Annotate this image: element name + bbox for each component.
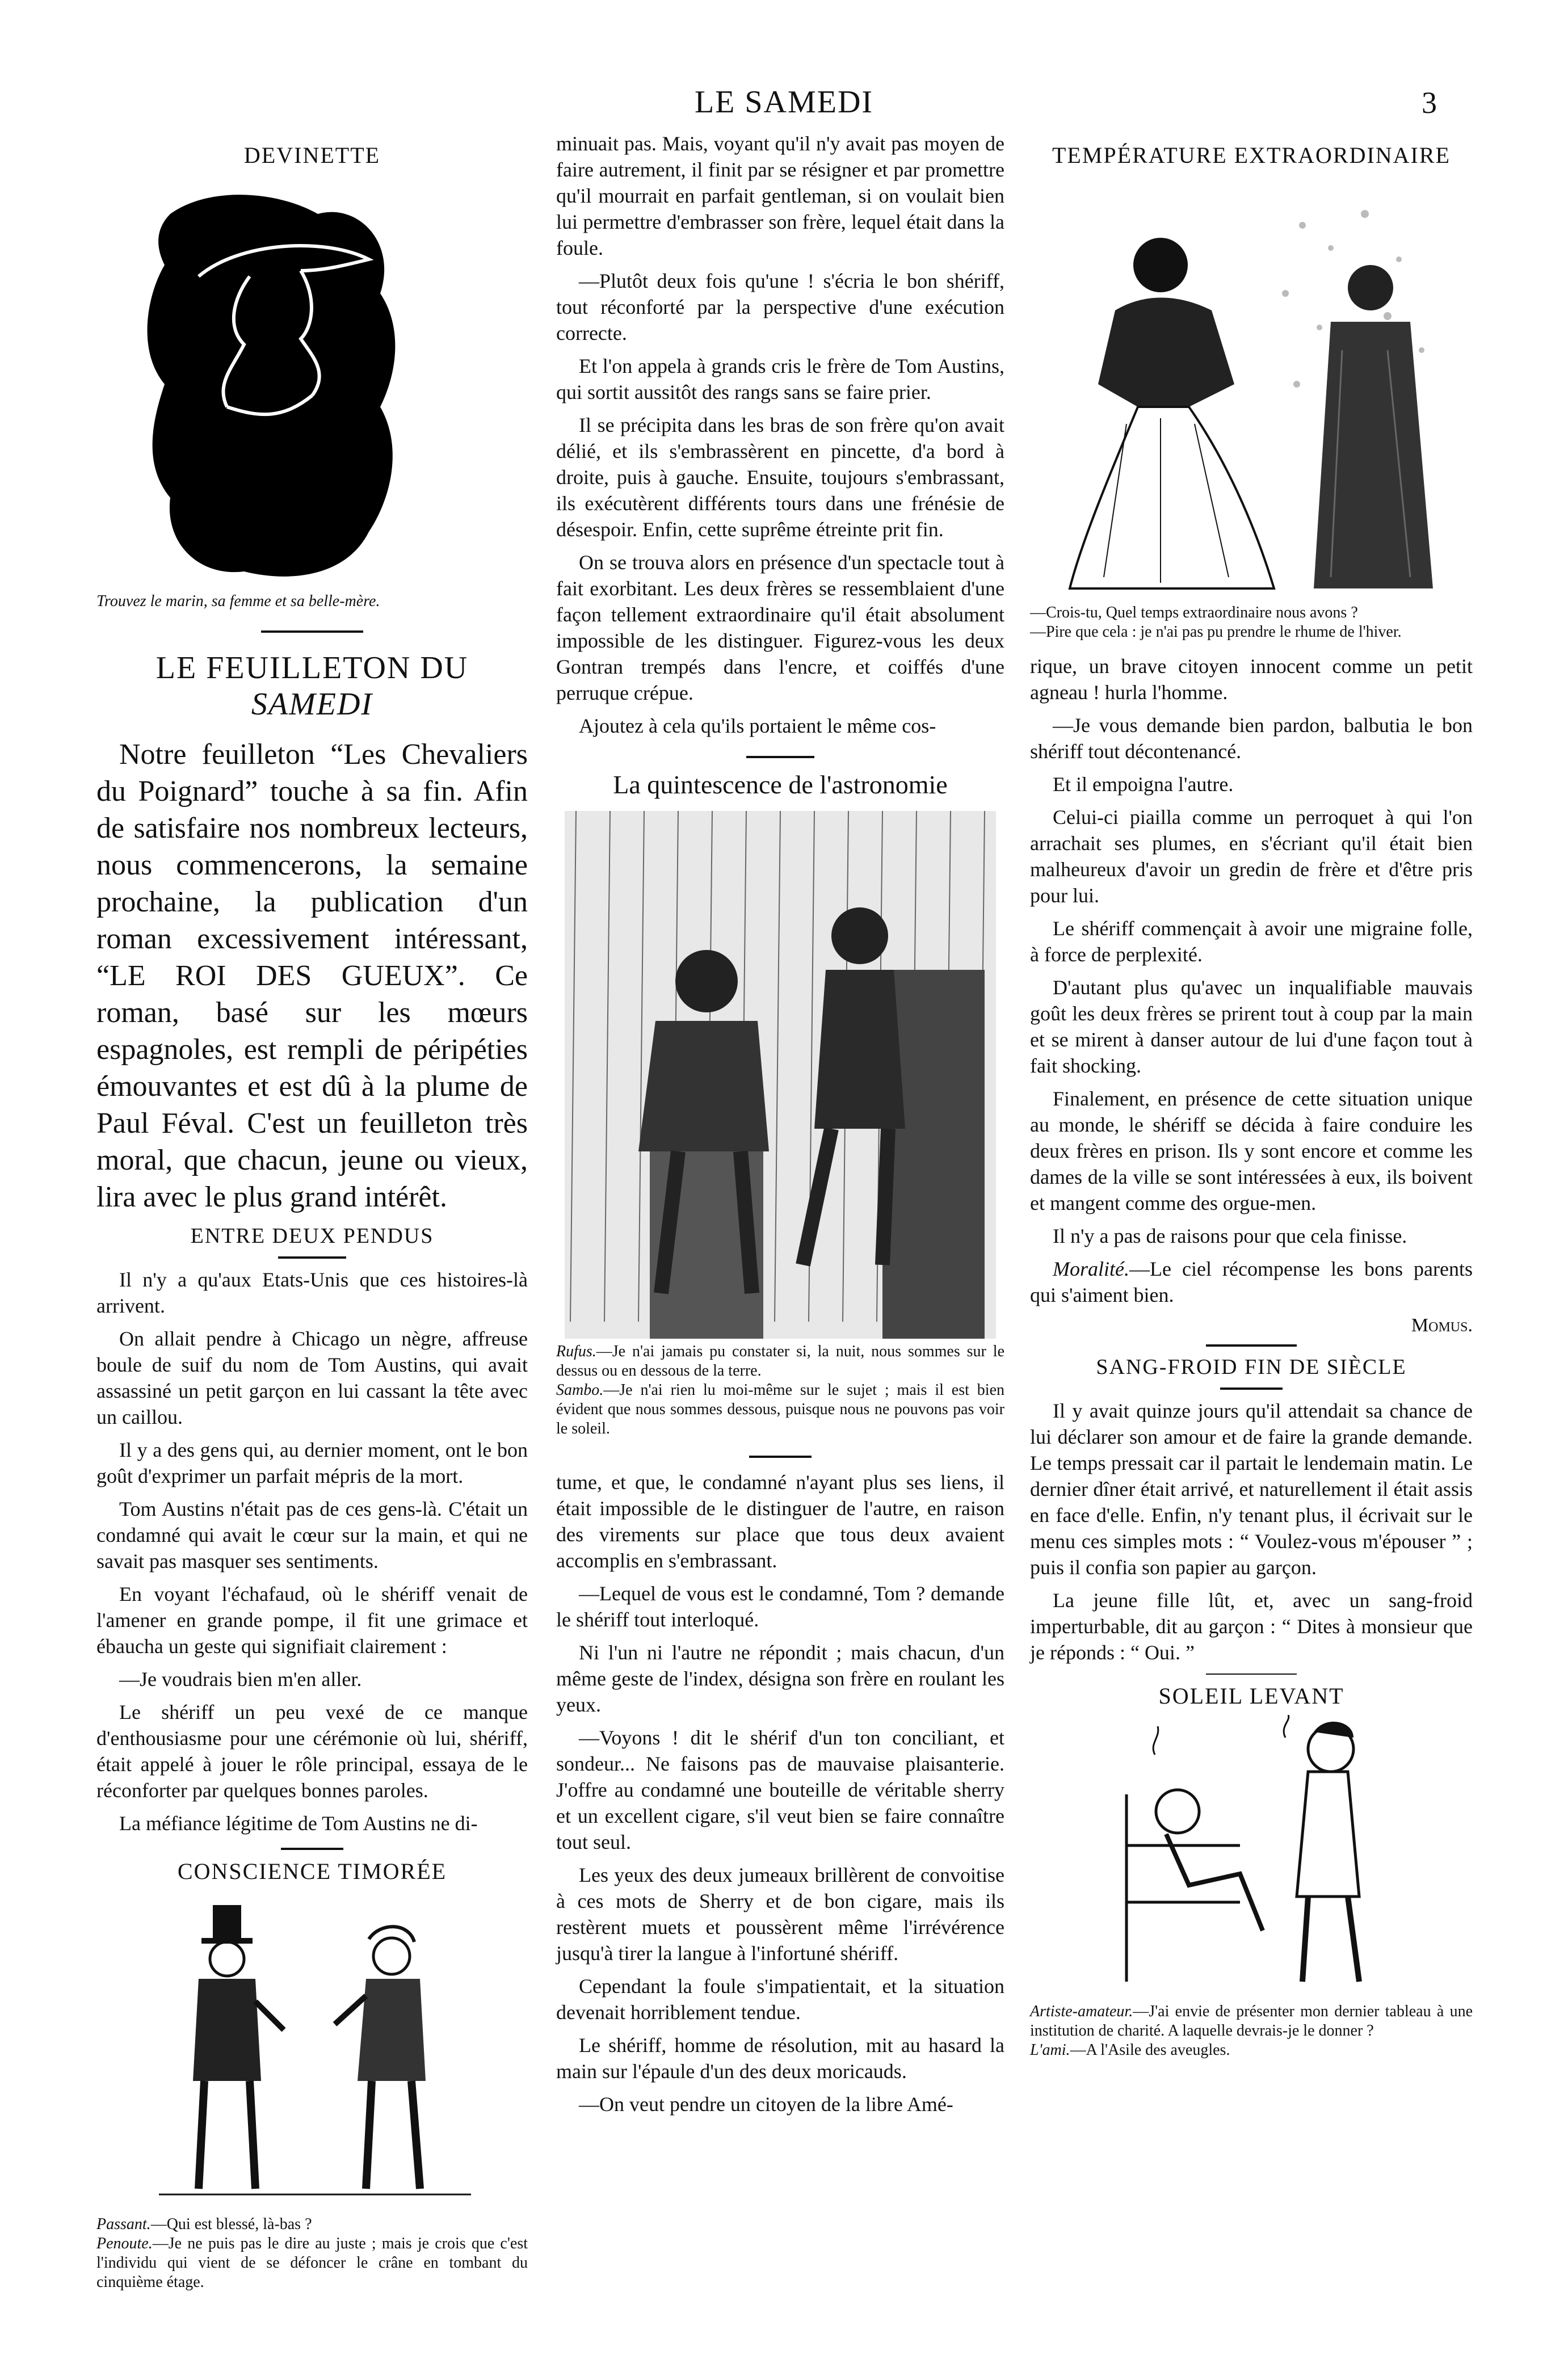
temperature-caption (1030, 603, 1473, 642)
sangfroid-title: SANG-FROID FIN DE SIÈCLE (1096, 1355, 1407, 1379)
caption-text: —Je ne puis pas le dire au juste ; mais je crois que c'est l'individu qui vient de se défoncer le crâne en tombant du cinquième étage. (96, 2235, 528, 2291)
soleil-cartoon-illustration (1092, 1715, 1410, 1999)
devinette-caption: Trouvez le marin, sa femme et sa belle-mère. (96, 592, 380, 610)
article-paragraph: Le shériff, homme de résolution, mit au hasard la main sur l'épaule d'un des deux moricauds. (556, 2034, 1004, 2083)
feuilleton-title-text: LE FEUILLETON DU (155, 650, 469, 686)
article-paragraph: On allait pendre à Chicago un nègre, affreuse boule de suif du nom de Tom Austins, qui avait assassiné un petit garçon en lui cassant la tête avec un caillou. (96, 1327, 528, 1428)
article-paragraph: Et l'on appela à grands cris le frère de Tom Austins, qui sortit aussitôt des rangs sans se faire prier. (556, 355, 1004, 403)
pendus-continued-2 (556, 1469, 1004, 2117)
article-paragraph: On se trouva alors en présence d'un spectacle tout à fait exorbitant. Les deux frères se ressemblaient d'une façon tellement extraordinaire qu'il était absolument impossible de les distinguer. Figurez-vous les deux Gontran trempés dans l'encre, et coiffés d'une perruque crépue. (556, 551, 1004, 704)
soleil-title: SOLEIL LEVANT (1158, 1683, 1344, 1709)
article-signature: Momus. (1411, 1315, 1473, 1336)
article-paragraph: D'autant plus qu'avec un inqualifiable mauvais goût les deux frères se prirent tout à coup par la main et se mirent à danser autour de lui d'une façon tout à fait shocking. (1030, 976, 1473, 1077)
article-paragraph: La jeune fille lût, et, avec un sang-froid imperturbable, dit au garçon : “ Dites à monsieur que je réponds : “ Oui. ” (1030, 1589, 1473, 1664)
article-paragraph: —On veut pendre un citoyen de la libre Amé- (579, 2093, 953, 2116)
devinette-title: DEVINETTE (243, 142, 381, 168)
caption-text: —Je n'ai jamais pu constater si, la nuit, nous sommes sur le dessus ou en dessous de la terre. (556, 1343, 1004, 1380)
pendus-title: ENTRE DEUX PENDUS (190, 1224, 434, 1248)
feuilleton-title-samedi: SAMEDI (251, 687, 373, 722)
article-paragraph: Il n'y a qu'aux Etats-Unis que ces histoires-là arrivent. (96, 1268, 528, 1317)
caption-text: —Pire que cela : je n'ai pas pu prendre le rhume de l'hiver. (1030, 623, 1402, 641)
temperature-title: TEMPÉRATURE EXTRAORDINAIRE (1052, 142, 1451, 168)
page-header-title: LE SAMEDI (694, 85, 874, 120)
column-1 (96, 131, 528, 2318)
conscience-title: CONSCIENCE TIMORÉE (177, 1859, 447, 1884)
article-paragraph: Il se précipita dans les bras de son frère qu'on avait délié, et ils s'embrassèrent en pincette, d'a bord à droite, puis à gauche. Ensuite, toujours s'embrassant, ils exécutèrent différents tours dans une frénésie de désespoir. Enfin, cette suprême étreinte prit fin. (556, 414, 1004, 541)
divider (261, 630, 363, 633)
article-paragraph: —Plutôt deux fois qu'une ! s'écria le bon shériff, tout réconforté par la perspective d'une exécution correcte. (556, 270, 1004, 344)
article-paragraph: Tom Austins n'était pas de ces gens-là. C'était un condamné qui avait le cœur sur la main, et qui ne savait pas masquer ses sentiments. (96, 1498, 528, 1572)
caption-speaker: L'ami. (1030, 2041, 1070, 2059)
soleil-caption (1030, 2002, 1473, 2060)
feuilleton-paragraph: Notre feuilleton “Les Chevaliers du Poignard” touche à sa fin. Afin de satisfaire nos nombreux lecteurs, nous commencerons, la semaine prochaine, la publication d'un roman excessivement intéressant, “LE ROI DES GUEUX”. Ce roman, basé sur les mœurs espagnoles, est rempli de péripéties émouvantes et est dû à la plume de Paul Féval. C'est un feuilleton très moral, que chacun, jeune ou vieux, lira avec le plus grand intérêt. (96, 738, 528, 1213)
article-paragraph: En voyant l'échafaud, où le shériff venait de l'amener en grande pompe, il fit une grimace et ébaucha un geste qui signifiait clairement : (96, 1583, 528, 1658)
article-paragraph: Il y avait quinze jours qu'il attendait sa chance de lui déclarer son amour et de faire la grande demande. Le temps pressait car il partait le lendemain matin. Le dernier dîner était arrivé, et naturellement il était assis en face d'elle. Enfin, n'y tenant plus, il écrivait sur le menu ces simples mots : “ Voulez-vous m'épouser ” ; puis il confia son papier au garçon. (1030, 1399, 1473, 1579)
caption-speaker: Passant. (96, 2215, 151, 2233)
divider (281, 1848, 343, 1850)
caption-text: —A l'Asile des aveugles. (1070, 2041, 1230, 2059)
astronomie-illustration (565, 811, 996, 1339)
article-paragraph: Celui-ci piailla comme un perroquet à qui l'on arrachait ses plumes, en s'écriant qu'il était bien malheureux d'avoir un gredin de frère et d'être pris pour lui. (1030, 806, 1473, 907)
moralite-text: —Le ciel récompense les bons parents qui s'aiment bien. (1030, 1258, 1473, 1306)
devinette-silhouette-illustration (131, 180, 414, 588)
divider (1206, 1674, 1297, 1675)
article-paragraph: Ajoutez à cela qu'ils portaient le même cos- (579, 714, 936, 737)
caption-speaker: Penoute. (96, 2235, 153, 2252)
pendus-continued (556, 131, 1004, 739)
article-paragraph: Il y a des gens qui, au dernier moment, ont le bon goût d'exprimer un parfait mépris de la mort. (96, 1439, 528, 1487)
column-3 (1030, 131, 1473, 2318)
moralite-label: Moralité. (1053, 1258, 1129, 1280)
article-paragraph: Cependant la foule s'impatientait, et la situation devenait horriblement tendue. (556, 1975, 1004, 2024)
moralite-paragraph (1030, 1256, 1473, 1308)
article-paragraph: —Je voudrais bien m'en aller. (119, 1668, 362, 1691)
caption-text: —J'ai envie de présenter mon dernier tableau à une institution de charité. A laquelle devrais-je le donner ? (1030, 2003, 1473, 2040)
article-paragraph: Finalement, en présence de cette situation unique au monde, le shériff se décida à faire conduire les deux frères en prison. Ils y sont encore et comme les dames de la ville se sont intéressées à eux, ils boivent et mangent comme des orgue-men. (1030, 1087, 1473, 1214)
article-paragraph: Le shériff un peu vexé de ce manque d'enthousiasme pour une cérémonie où lui, shériff, était appelé à jouer le rôle principal, essaya de le réconforter par quelques bonnes paroles. (96, 1701, 528, 1802)
article-paragraph: —Je vous demande bien pardon, balbutia le bon shériff tout décontenancé. (1030, 714, 1473, 763)
pendus-article (96, 1267, 528, 1836)
caption-speaker: Rufus. (556, 1343, 596, 1360)
caption-text: —Qui est blessé, là-bas ? (150, 2215, 312, 2233)
article-paragraph: minuait pas. Mais, voyant qu'il n'y avait pas moyen de faire autrement, il finit par se résigner et par promettre qu'il mourrait en parfait gentleman, si on voulait bien lui permettre d'embrasser son frère, lequel était dans la foule. (556, 132, 1004, 259)
pendus-continued-3 (1030, 653, 1473, 1336)
feuilleton-title (96, 650, 528, 722)
divider (1206, 1344, 1297, 1347)
column-2 (556, 131, 1004, 2318)
article-paragraph: La méfiance légitime de Tom Austins ne di- (119, 1812, 478, 1835)
temperature-illustration (1047, 180, 1456, 600)
feuilleton-notice (96, 736, 528, 1216)
article-paragraph: Il n'y a pas de raisons pour que cela finisse. (1053, 1225, 1407, 1247)
conscience-cartoon-illustration (142, 1894, 482, 2211)
article-paragraph: Les yeux des deux jumeaux brillèrent de convoitise à ces mots de Sherry et de bon cigare, mais ils restèrent muets et poussèrent même l'irrévérence jusqu'à tirer la langue à l'infortuné shériff. (556, 1864, 1004, 1965)
article-paragraph: Le shériff commençait à avoir une migraine folle, à force de perplexité. (1030, 917, 1473, 966)
conscience-caption (96, 2215, 528, 2292)
divider (278, 1256, 346, 1259)
article-paragraph: —Lequel de vous est le condamné, Tom ? demande le shériff tout interloqué. (556, 1582, 1004, 1631)
astronomie-title: La quintescence de l'astronomie (613, 770, 948, 799)
caption-speaker: Artiste-amateur. (1030, 2003, 1133, 2020)
caption-text: —Je n'ai rien lu moi-même sur le sujet ; mais il est bien évident que nous sommes dessous, puisque nous ne pouvons pas voir le soleil. (556, 1381, 1004, 1437)
caption-speaker: Sambo. (556, 1381, 604, 1399)
article-paragraph: Et il empoigna l'autre. (1053, 773, 1234, 796)
article-paragraph: Ni l'un ni l'autre ne répondit ; mais chacun, d'un même geste de l'index, désigna son frère en roulant les yeux. (556, 1641, 1004, 1716)
divider (749, 1456, 812, 1458)
sangfroid-article (1030, 1398, 1473, 1666)
astronomie-caption (556, 1342, 1004, 1439)
article-paragraph: tume, et que, le condamné n'ayant plus ses liens, il était impossible de le distinguer de l'autre, en raison des virements sur place que tous deux avaient accomplis en s'embrassant. (556, 1471, 1004, 1572)
divider (1220, 1387, 1283, 1390)
article-paragraph: —Voyons ! dit le shérif d'un ton conciliant, et sondeur... Ne faisons pas de mauvaise plaisanterie. J'offre au condamné une bouteille de véritable sherry et un excellent cigare, s'il veut bien se faire connaître tout seul. (556, 1726, 1004, 1853)
divider (746, 756, 814, 758)
article-paragraph: rique, un brave citoyen innocent comme un petit agneau ! hurla l'homme. (1030, 655, 1473, 704)
page-number: 3 (1422, 86, 1437, 120)
caption-text: —Crois-tu, Quel temps extraordinaire nous avons ? (1030, 604, 1358, 621)
